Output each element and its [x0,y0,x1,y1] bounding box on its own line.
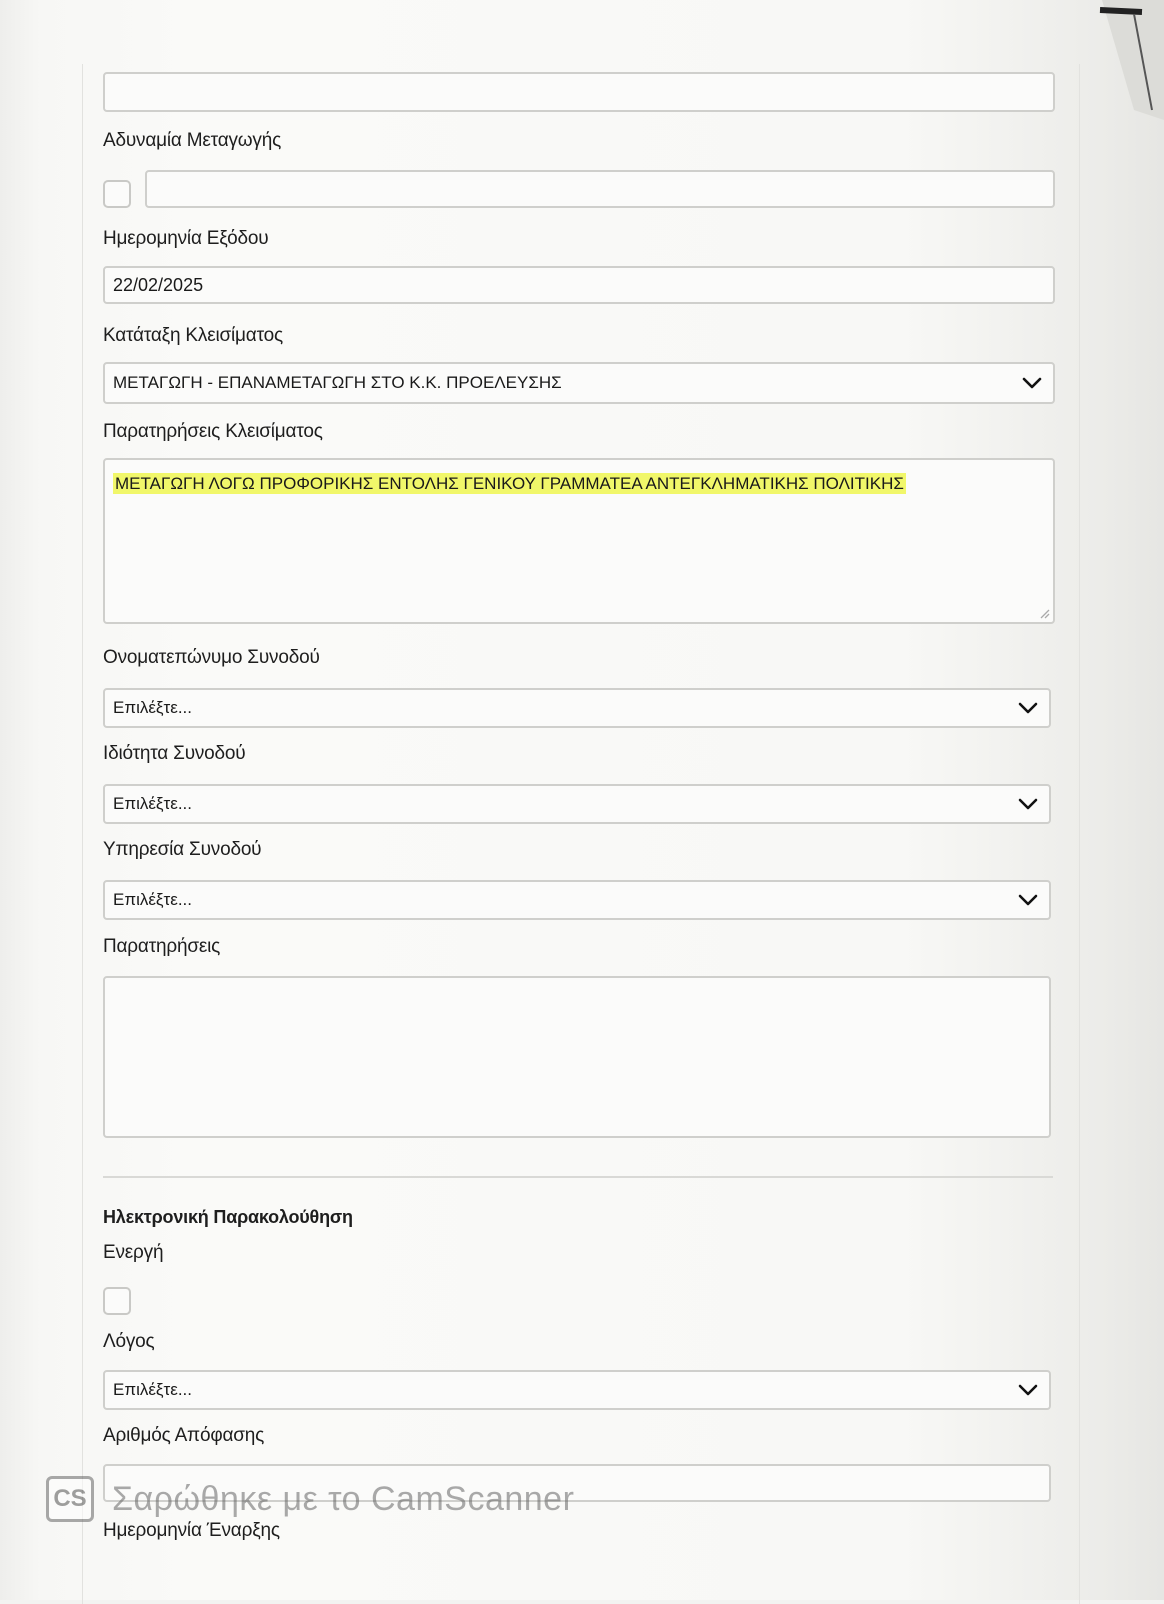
reason-select[interactable] [103,1370,1051,1410]
closing-notes-label: Παρατηρήσεις Κλεισίματος [103,421,323,442]
closing-classification-label: Κατάταξη Κλεισίματος [103,325,283,346]
reason-value: Επιλέξτε... [113,1380,192,1399]
page-corner-shadow [1094,0,1164,120]
active-checkbox[interactable] [103,1287,131,1315]
top-empty-input[interactable] [103,72,1055,112]
closing-classification-value: ΜΕΤΑΓΩΓΗ - ΕΠΑΝΑΜΕΤΑΓΩΓΗ ΣΤΟ Κ.Κ. ΠΡΟΕΛΕΥΣΗΣ [113,373,562,392]
escort-service-label: Υπηρεσία Συνοδού [103,839,262,860]
transfer-inability-input[interactable] [145,170,1055,208]
escort-service-value: Επιλέξτε... [113,890,192,909]
escort-capacity-value: Επιλέξτε... [113,794,192,813]
escort-capacity-select[interactable] [103,784,1051,824]
camscanner-watermark [46,1476,574,1522]
chevron-down-icon [1019,373,1045,393]
escort-name-select[interactable] [103,688,1051,728]
active-label: Ενεργή [103,1242,164,1263]
notes-label: Παρατηρήσεις [103,936,221,957]
chevron-down-icon [1015,794,1041,814]
transfer-inability-label: Αδυναμία Μεταγωγής [103,130,282,151]
camscanner-logo: CS [46,1476,94,1522]
chevron-down-icon [1015,1380,1041,1400]
start-date-label: Ημερομηνία Έναρξης [103,1520,280,1541]
closing-notes-text: ΜΕΤΑΓΩΓΗ ΛΟΓΩ ΠΡΟΦΟΡΙΚΗΣ ΕΝΤΟΛΗΣ ΓΕΝΙΚΟΥ ΓΡΑΜΜΑΤΕΑ ΑΝΤΕΓΚΛΗΜΑΤΙΚΗΣ ΠΟΛΙΤΙΚΗΣ [115,474,904,493]
escort-name-label: Ονοματεπώνυμο Συνοδού [103,647,320,668]
resize-handle-icon[interactable] [1038,607,1050,619]
escort-capacity-label: Ιδιότητα Συνοδού [103,743,246,764]
electronic-monitoring-title: Ηλεκτρονική Παρακολούθηση [103,1207,353,1227]
transfer-inability-checkbox[interactable] [103,180,131,208]
camscanner-text: Σαρώθηκε με το CamScanner [112,1479,575,1518]
reason-label: Λόγος [103,1331,155,1352]
section-divider [103,1176,1053,1178]
chevron-down-icon [1015,698,1041,718]
chevron-down-icon [1015,890,1041,910]
closing-notes-textarea[interactable] [103,458,1055,624]
escort-name-value: Επιλέξτε... [113,698,192,717]
escort-service-select[interactable] [103,880,1051,920]
exit-date-label: Ημερομηνία Εξόδου [103,228,269,249]
closing-classification-select[interactable] [103,362,1055,404]
decision-number-label: Αριθμός Απόφασης [103,1425,265,1446]
notes-textarea[interactable] [103,976,1051,1138]
exit-date-input[interactable]: 22/02/2025 [103,266,1055,304]
